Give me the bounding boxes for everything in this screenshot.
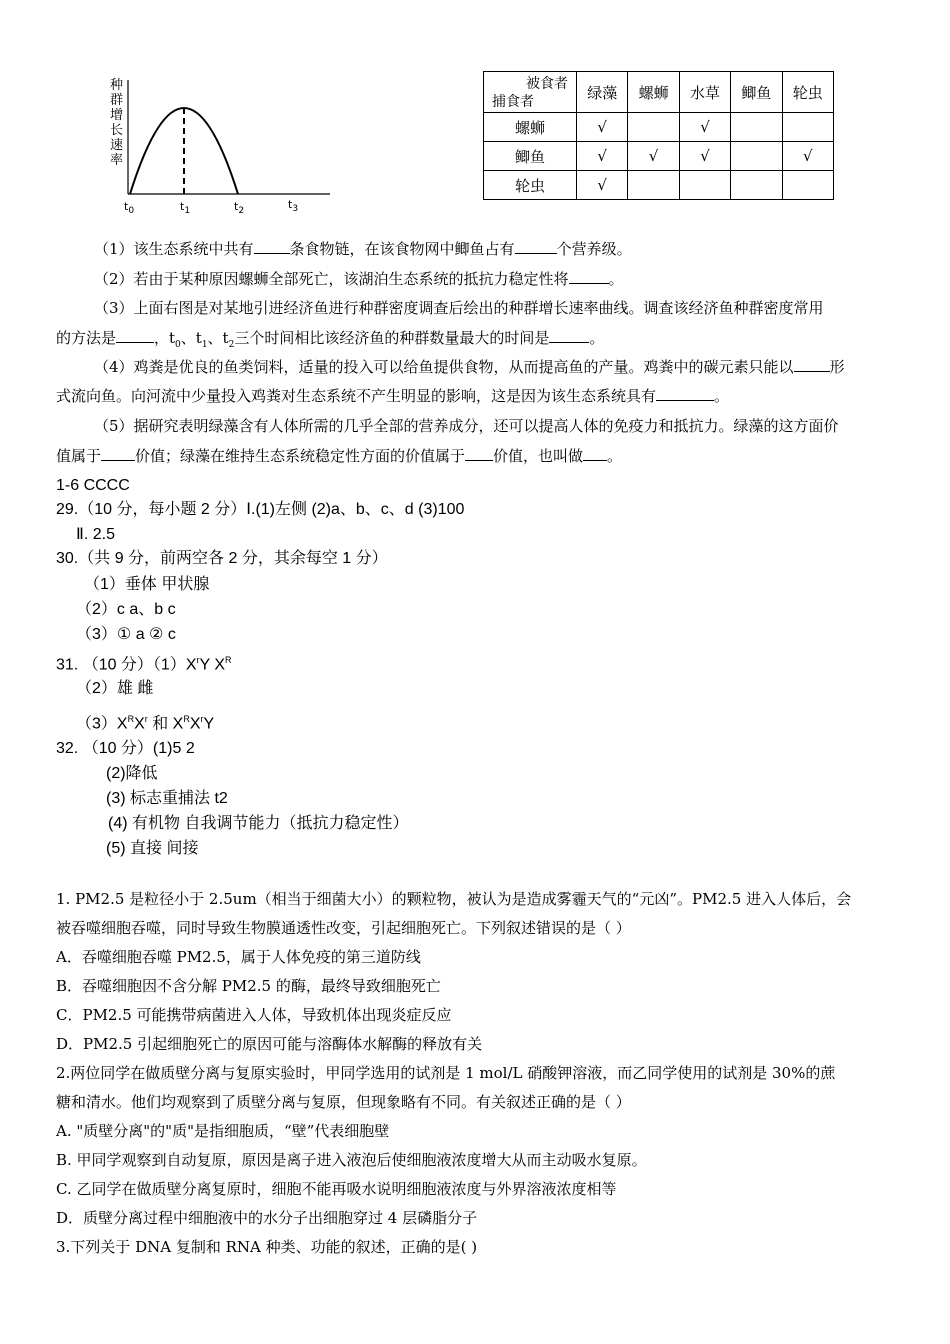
predator-header: 捕食者: [492, 94, 534, 110]
question-5-line1: （5）据研究表明绿藻含有人体所需的几乎全部的营养成分，还可以提高人体的免疫力和抵抗力。绿藻的这方面价: [94, 417, 839, 435]
table-cell: [731, 171, 782, 200]
answer-blank: [569, 269, 609, 284]
question-3-line2: 的方法是 ，$t_0$、$t_1$、$t_2$三个时间相比该经济鱼的种群数量最大的时间是 。: [56, 329, 605, 350]
mcq-option: B. 甲同学观察到自动复原，原因是离子进入液泡后使细胞液浓度增大从而主动吸水复原。: [56, 1151, 647, 1169]
answer-line: 31. （10 分）$(1)X^rY$ $X^R$: [56, 655, 232, 674]
column-header: 绿藻: [577, 72, 628, 113]
answer-line: 29.（10 分，每小题 2 分）Ⅰ.(1)左侧 (2)a、b、c、d (3)100: [56, 501, 465, 518]
column-header: 鲫鱼: [731, 72, 782, 113]
answer-line: （2）c a、b c: [76, 601, 176, 618]
column-header: 螺蛳: [628, 72, 679, 113]
table-cell: √: [577, 113, 628, 142]
y-label-char: 速: [110, 138, 124, 153]
row-header: 螺蛳: [484, 113, 577, 142]
y-label-char: 长: [110, 123, 124, 138]
answer-blank: [656, 386, 714, 401]
question-3-line1: （3）上面右图是对某地引进经济鱼进行种群密度调查后绘出的种群增长速率曲线。调查该经济鱼种群密度常用: [94, 299, 824, 317]
row-header: 鲫鱼: [484, 142, 577, 171]
mcq-option: D．PM2.5 引起细胞死亡的原因可能与溶酶体水解酶的释放有关: [56, 1035, 483, 1053]
answer-blank: [116, 328, 154, 343]
question-4-line2: 式流向鱼。向河流中少量投入鸡粪对生态系统不产生明显的影响，这是因为该生态系统具有 。: [56, 387, 730, 405]
y-label-char: 种: [110, 78, 124, 93]
answer-line: $(3)X^RX^r$ 和 $X^RX^rY$: [76, 714, 215, 733]
tick-t0: $t_0$: [124, 200, 135, 217]
y-label-char: 率: [110, 153, 124, 168]
table-cell: √: [577, 171, 628, 200]
answer-line: 1-6 CCCC: [56, 477, 130, 494]
table-cell: [782, 171, 833, 200]
mcq-option: C．PM2.5 可能携带病菌进入人体，导致机体出现炎症反应: [56, 1006, 452, 1024]
table-cell: √: [577, 142, 628, 171]
answer-blank: [254, 239, 290, 254]
row-header: 轮虫: [484, 171, 577, 200]
table-cell: √: [628, 142, 679, 171]
food-web-table: [483, 71, 834, 200]
mcq-2-stem: 糖和清水。他们均观察到了质壁分离与复原，但现象略有不同。有关叙述正确的是（ ）: [56, 1093, 631, 1111]
answer-blank: [583, 446, 607, 461]
table-cell: [628, 171, 679, 200]
answer-line: （2）雄 雌: [76, 680, 154, 697]
table-row: [484, 142, 834, 171]
answer-line: （1）垂体 甲状腺: [84, 576, 210, 593]
table-row: [484, 113, 834, 142]
table-cell: [679, 171, 730, 200]
table-cell: [731, 142, 782, 171]
answer-line: (2)降低: [106, 765, 158, 782]
mcq-option: A. "质壁分离"的"质"是指细胞质，“壁”代表细胞壁: [56, 1122, 390, 1140]
column-header: 轮虫: [782, 72, 833, 113]
column-header: 水草: [679, 72, 730, 113]
y-label-char: 增: [110, 108, 124, 123]
growth-rate-graph: [100, 72, 340, 222]
answer-blank: [515, 239, 557, 254]
tick-t1: $t_1$: [180, 200, 191, 217]
table-cell: √: [679, 142, 730, 171]
answer-blank: [794, 357, 830, 372]
answer-line: (3) 标志重捕法 t2: [106, 790, 228, 807]
table-header-row: [484, 72, 834, 113]
tick-t3: $t_3$: [288, 198, 299, 215]
answer-blank: [549, 328, 589, 343]
mcq-option: D．质壁分离过程中细胞液中的水分子出细胞穿过 4 层磷脂分子: [56, 1209, 478, 1227]
growth-rate-chart-svg: [100, 72, 340, 222]
table-diagonal-header: [484, 72, 577, 113]
answer-blank: [101, 446, 135, 461]
mcq-3-stem: 3.下列关于 DNA 复制和 RNA 种类、功能的叙述，正确的是( ): [56, 1238, 478, 1256]
answer-line: (4) 有机物 自我调节能力（抵抗力稳定性）: [108, 815, 409, 832]
mcq-2-stem: 2.两位同学在做质壁分离与复原实验时，甲同学选用的试剂是 1 mol/L 硝酸钾溶液，而乙同学使用的试剂是 30%的蔗: [56, 1064, 836, 1082]
mcq-option: C. 乙同学在做质壁分离复原时，细胞不能再吸水说明细胞液浓度与外界溶液浓度相等: [56, 1180, 617, 1198]
answer-line: Ⅱ. 2.5: [76, 526, 116, 543]
mcq-1-stem: 1. PM2.5 是粒径小于 2.5um（相当于细菌大小）的颗粒物，被认为是造成雾霾天气的“元凶”。PM2.5 进入人体后，会: [56, 890, 852, 908]
question-1: （1）该生态系统中共有 条食物链，在该食物网中鲫鱼占有 个营养级。: [94, 240, 632, 258]
mcq-1-stem: 被吞噬细胞吞噬，同时导致生物膜通透性改变，引起细胞死亡。下列叙述错误的是（ ）: [56, 919, 631, 937]
table-cell: [782, 113, 833, 142]
table-cell: [628, 113, 679, 142]
answer-blank: [465, 446, 493, 461]
table-cell: √: [679, 113, 730, 142]
answer-line: (5) 直接 间接: [106, 840, 199, 857]
y-axis-label: [110, 78, 124, 168]
question-2: （2）若由于某种原因螺蛳全部死亡，该湖泊生态系统的抵抗力稳定性将 。: [94, 270, 624, 288]
mcq-option: B．吞噬细胞因不含分解 PM2.5 的酶，最终导致细胞死亡: [56, 977, 441, 995]
prey-header: 被食者: [526, 76, 568, 92]
tick-t2: $t_2$: [234, 200, 245, 217]
mcq-option: A．吞噬细胞吞噬 PM2.5，属于人体免疫的第三道防线: [56, 948, 421, 966]
question-5-line2: 值属于 价值；绿藻在维持生态系统稳定性方面的价值属于 价值，也叫做 。: [56, 447, 623, 465]
answer-line: 32. （10 分）(1)5 2: [56, 740, 195, 757]
table-row: [484, 171, 834, 200]
table-cell: [731, 113, 782, 142]
question-4-line1: （4）鸡粪是优良的鱼类饲料，适量的投入可以给鱼提供食物，从而提高鱼的产量。鸡粪中的碳元素只能以 形: [94, 358, 845, 376]
answer-line: （3）① a ② c: [76, 626, 176, 643]
y-label-char: 群: [110, 93, 124, 108]
table-cell: √: [782, 142, 833, 171]
answer-line: 30.（共 9 分，前两空各 2 分，其余每空 1 分）: [56, 550, 388, 567]
